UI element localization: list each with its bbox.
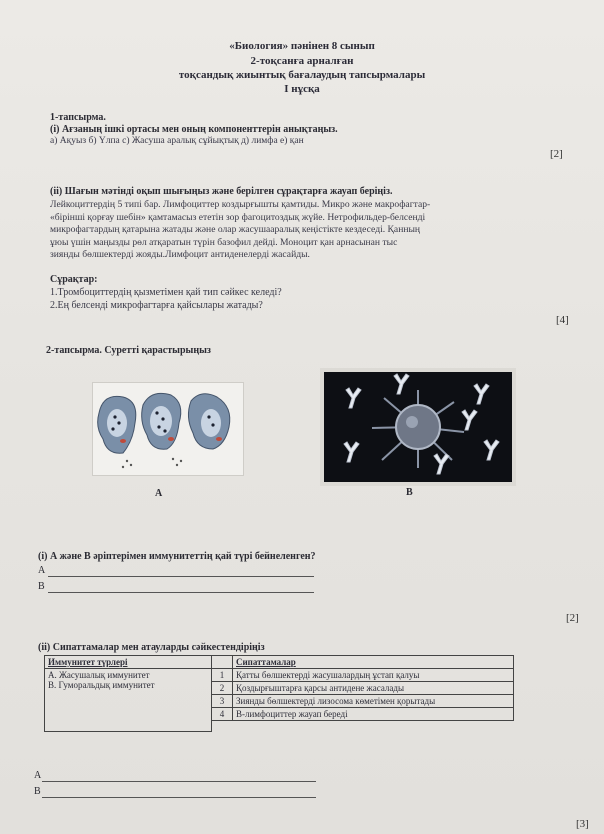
answer2-a-line[interactable] <box>42 781 316 782</box>
row-text: Қоздырғыштарға қарсы антидене жасалады <box>233 682 514 695</box>
col-immunity-types: Иммунитет түрлері <box>45 656 212 669</box>
figure-b-label: B <box>406 487 413 498</box>
task2-title: 2-тапсырма. Суретті қарастырыңыз <box>46 345 211 356</box>
task2-part2-marks: [3] <box>576 818 589 830</box>
table-row <box>45 669 514 682</box>
task1-part1-marks: [2] <box>550 148 563 160</box>
answer-a-label: A <box>38 565 46 576</box>
header-line-3: тоқсандық жиынтық бағалаудың тапсырмалары <box>178 69 426 81</box>
figure-b-antibodies <box>320 368 516 486</box>
text-line: микрофагтардың қатарына жатады және олар жасушааралық кеңістікте кездеседі. Қанның <box>50 224 421 236</box>
header-line-2: 2-тоқсанға арналған <box>250 55 354 67</box>
task2-part2-question: (іі) Сипаттамалар мен атауларды сәйкестендіріңіз <box>38 642 265 653</box>
answer-b-line[interactable] <box>48 592 314 593</box>
row-num: 3 <box>212 695 233 708</box>
task1-part2-marks: [4] <box>556 314 569 326</box>
figure-a-phagocytosis <box>92 382 244 476</box>
row-text: В-лимфоциттер жауап береді <box>233 708 514 721</box>
text-line: зиянды бөлшектерді жояды.Лимфоцит антиденелерді жасайды. <box>50 249 310 261</box>
row-num: 1 <box>212 669 233 682</box>
text-line: Лейкоциттердің 5 типі бар. Лимфоциттер коздырғышты қамтиды. Микро және макрофагтар- <box>50 199 431 210</box>
phagocytosis-illustration <box>93 383 243 475</box>
task2-part1-marks: [2] <box>566 612 579 624</box>
figure-a-label: A <box>155 488 163 499</box>
col-characteristics: Сипаттамалар <box>233 656 514 669</box>
questions-title: Сұрақтар: <box>50 274 98 285</box>
virus-antibody-illustration <box>324 372 512 482</box>
answer2-b-line[interactable] <box>42 797 316 798</box>
immunity-types-cell <box>45 669 212 732</box>
text-line: «біріншi қорғау шебін» қамтамасыз ететін зор фагоцитоздық жүйе. Нетрофильдер-белсенді <box>50 211 426 223</box>
task1-part1-options: а) Ақуыз б) Үлпа с) Жасуша аралық сұйықтық д) лимфа е) қан <box>50 136 304 146</box>
question-2: 2.Ең белсенді микрофагтарға қайсылары жатады? <box>50 300 263 311</box>
answer2-b-label: B <box>34 786 41 797</box>
row-text: Қатты бөлшектерді жасушалардың ұстап қалуы <box>233 669 514 682</box>
question-1: 1.Тромбоциттердің қызметімен қай тип сәйкес келеді? <box>50 287 282 298</box>
row-text: Зиянды бөлшектерді лизосома көметімен қорытады <box>233 695 514 708</box>
matching-table <box>44 655 514 732</box>
answer-a-line[interactable] <box>48 576 314 577</box>
text-line: ұюы үшін маңызды рөл атқаратын түрін базофил дейді. Моноцит қан арнасынан тыс <box>50 236 398 248</box>
answer2-a-label: A <box>34 770 42 781</box>
row-num: 2 <box>212 682 233 695</box>
table-header-row <box>45 656 514 669</box>
type-b: В. Гуморальдық иммунитет <box>48 680 155 690</box>
header-line-4: І нұсқа <box>284 83 320 95</box>
task1-part1-question: (і) Ағзаның ішкі ортасы мен оның компоненттерін анықтаңыз. <box>50 124 338 135</box>
header-line-1: «Биология» пәнінен 8 сынып <box>229 40 375 52</box>
row-num: 4 <box>212 708 233 721</box>
task1-part2-question: (іі) Шағын мәтінді оқып шығыңыз және берілген сұрақтарға жауап беріңіз. <box>50 186 393 197</box>
type-a: А. Жасушалық иммунитет <box>48 670 150 680</box>
reading-text <box>50 199 430 262</box>
answer-b-label: B <box>38 581 45 592</box>
task2-part1-question: (і) А және В әріптерімен иммунитеттің қай түрі бейнеленген? <box>38 551 316 562</box>
task1-title: 1-тапсырма. <box>50 112 106 123</box>
